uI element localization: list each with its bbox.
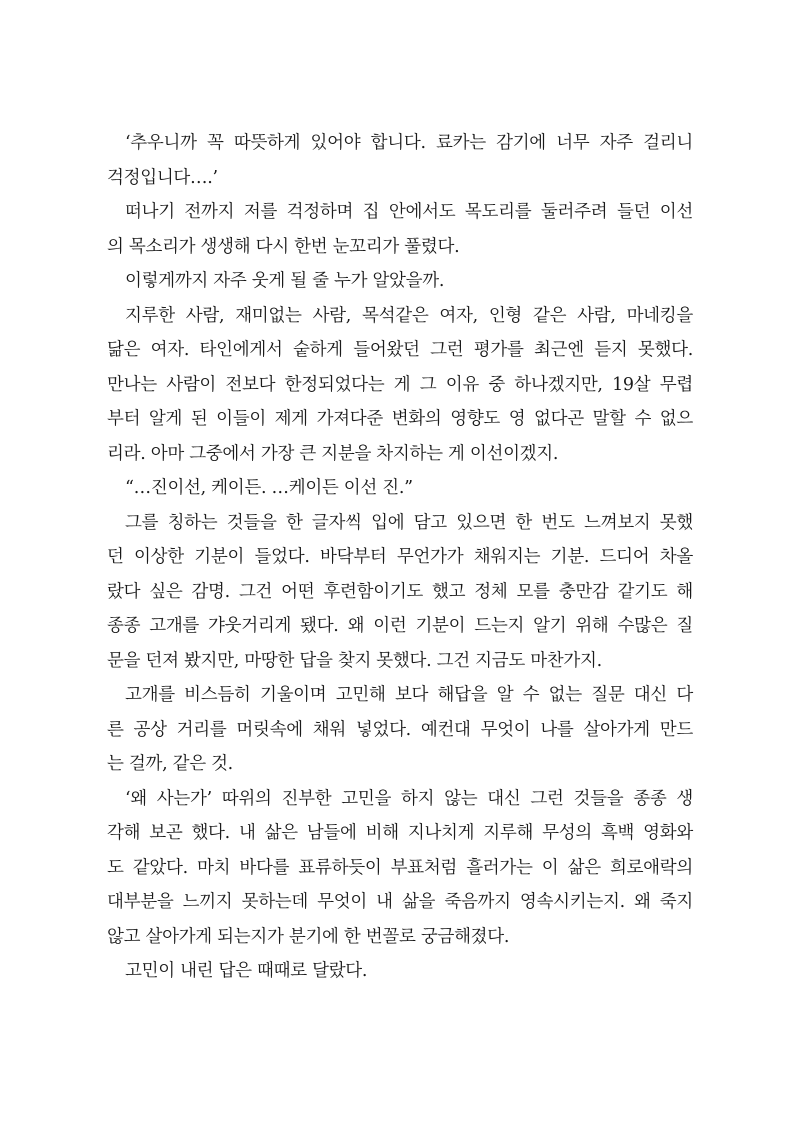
paragraph	[107, 264, 693, 299]
text-line: 문을 던져 봤지만, 마땅한 답을 찾지 못했다. 그건 지금도 마찬가지.	[107, 650, 602, 671]
text-line: 그를 칭하는 것들을 한 글자씩 입에 담고 있으면 한 번도 느껴보지 못했	[125, 512, 693, 533]
text-line: 떠나기 전까지 저를 걱정하며 집 안에서도 목도리를 둘러주려 들던 이선	[125, 202, 693, 222]
text-line: 종종 고개를 갸웃거리게 됐다. 왜 이런 기분이 드는지 알기 위해 수많은 질	[107, 616, 693, 636]
paragraph	[107, 299, 693, 472]
text-line: 부터 알게 된 이들이 제게 가져다준 변화의 영향도 영 없다곤 말할 수 없으	[107, 409, 693, 429]
text-line: 리라. 아마 그중에서 가장 큰 지분을 차지하는 게 이선이겠지.	[107, 443, 559, 464]
text-line: 고개를 비스듬히 기울이며 고민해 보다 해답을 알 수 없는 질문 대신 다	[125, 685, 693, 705]
text-line: 이렇게까지 자주 웃게 될 줄 누가 알았을까.	[125, 271, 445, 291]
text-line: 고민이 내린 답은 때때로 달랐다.	[125, 961, 368, 981]
text-line: 만나는 사람이 전보다 한정되었다는 게 그 이유 중 하나겠지만, 19살 무렵	[107, 374, 693, 395]
text-line: 걱정입니다….’	[107, 167, 218, 188]
text-line: 도 같았다. 마치 바다를 표류하듯이 부표처럼 흘러가는 이 삶은 희로애락의	[107, 857, 693, 878]
text-line: ‘왜 사는가’ 따위의 진부한 고민을 하지 않는 대신 그런 것들을 종종 생	[125, 788, 693, 809]
paragraph	[107, 506, 693, 679]
text-line: 랐다 싶은 감명. 그건 어떤 후련함이기도 했고 정체 모를 충만감 같기도 해	[107, 581, 693, 602]
text-line: 각해 보곤 했다. 내 삶은 남들에 비해 지나치게 지루해 무성의 흑백 영화와	[107, 823, 693, 843]
text-line: 지루한 사람, 재미없는 사람, 목석같은 여자, 인형 같은 사람, 마네킹을	[125, 305, 693, 326]
paragraph	[107, 782, 693, 955]
text-line: ‘추우니까 꼭 따뜻하게 있어야 합니다. 료카는 감기에 너무 자주 걸리니	[125, 133, 693, 153]
text-line: 대부분을 느끼지 못하는데 무엇이 내 삶을 죽음까지 영속시키는지. 왜 죽지	[107, 892, 693, 912]
paragraph	[107, 195, 693, 264]
text-line: 닮은 여자. 타인에게서 숱하게 들어왔던 그런 평가를 최근엔 듣지 못했다.	[107, 340, 693, 360]
text-line: 른 공상 거리를 머릿속에 채워 넣었다. 예컨대 무엇이 나를 살아가게 만드	[107, 719, 693, 740]
text-line: 의 목소리가 생생해 다시 한번 눈꼬리가 풀렸다.	[107, 236, 460, 257]
paragraph	[107, 954, 693, 989]
text-line: 는 걸까, 같은 것.	[107, 754, 233, 774]
text-line: 않고 살아가게 되는지가 분기에 한 번꼴로 궁금해졌다.	[107, 926, 510, 947]
paragraph	[107, 471, 693, 506]
text-line: “…진이선, 케이든. …케이든 이선 진.”	[125, 478, 413, 498]
body-text	[107, 126, 693, 989]
paragraph	[107, 678, 693, 782]
paragraph	[107, 126, 693, 195]
text-line: 던 이상한 기분이 들었다. 바닥부터 무언가가 채워지는 기분. 드디어 차올	[107, 547, 693, 567]
